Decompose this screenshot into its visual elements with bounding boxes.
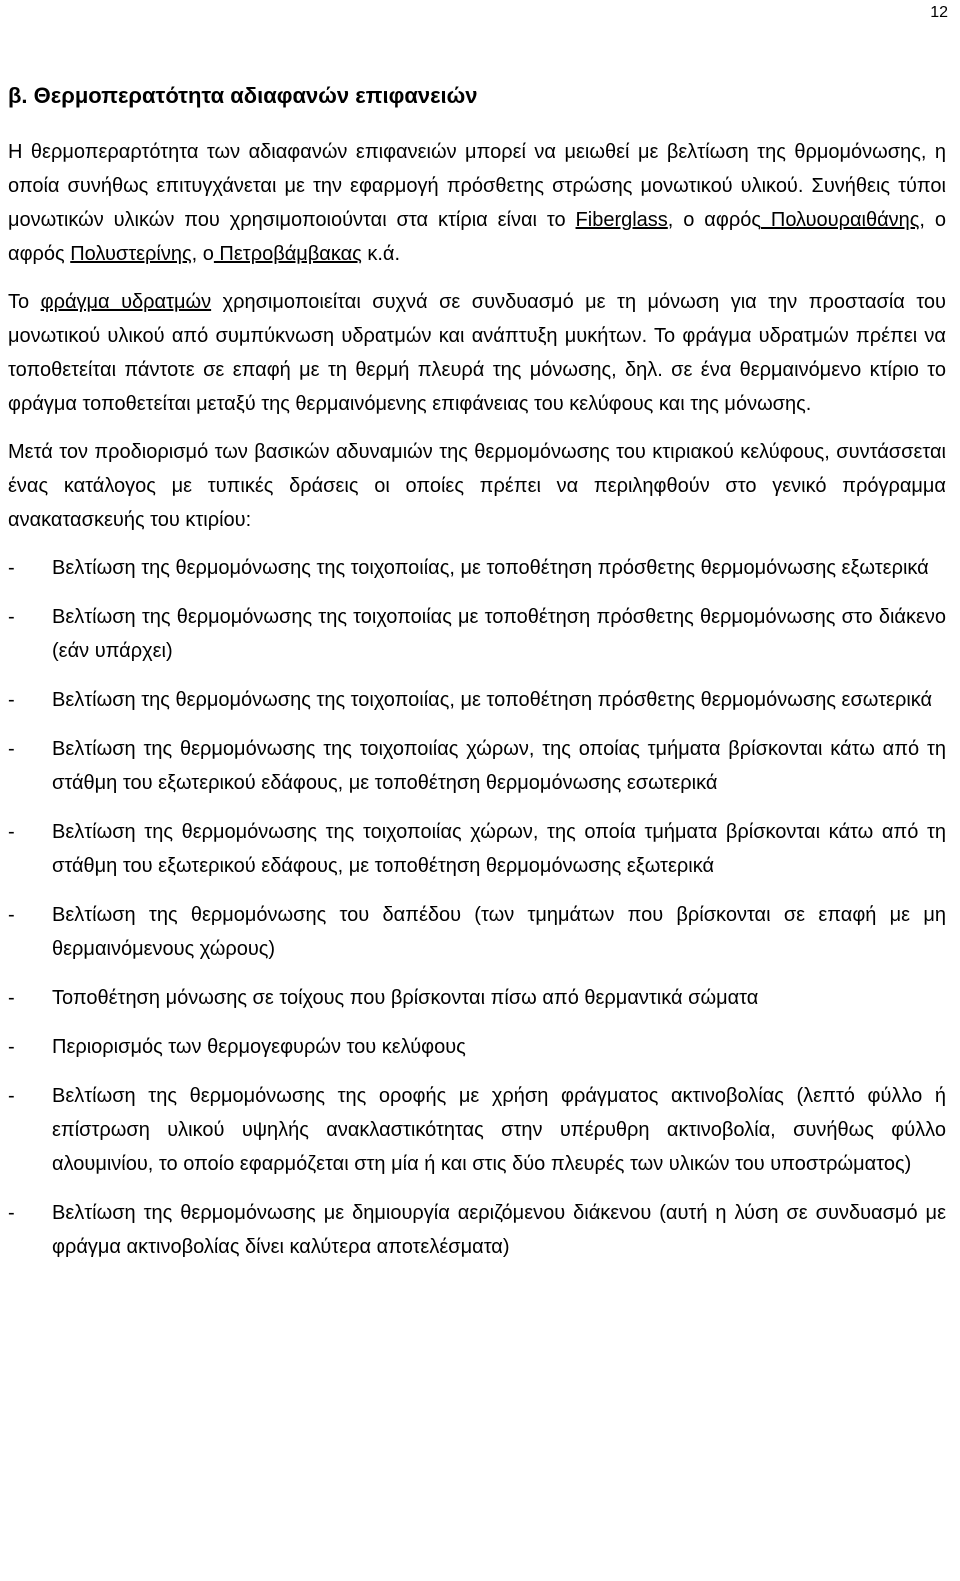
link-rockwool[interactable]: Πετροβάμβακας xyxy=(213,243,362,265)
paragraph-text: κ.ά. xyxy=(361,243,401,265)
page-number: 12 xyxy=(930,4,948,21)
list-item xyxy=(8,1196,946,1264)
measures-list xyxy=(8,551,946,1264)
list-item-text: Βελτίωση της θερμομόνωσης της τοιχοποιίας χώρων, της οποία τμήματα βρίσκονται κάτω από τη στάθμη του εξωτερικού εδάφους, με τοποθέτηση θερμομόνωσης εξωτερικά xyxy=(52,821,946,877)
document-body xyxy=(8,76,946,1279)
list-item xyxy=(8,898,946,966)
list-item xyxy=(8,551,946,585)
list-item xyxy=(8,683,946,717)
paragraph-text: Το xyxy=(8,291,41,313)
list-item xyxy=(8,732,946,800)
link-polystyrene-foam[interactable]: Πολυστερίνης xyxy=(70,243,192,265)
paragraph-vapor-barrier xyxy=(8,285,946,421)
list-item xyxy=(8,981,946,1015)
list-item-text: Βελτίωση της θερμομόνωσης της τοιχοποιίας, με τοποθέτηση πρόσθετης θερμομόνωσης εσωτερικά xyxy=(52,689,933,711)
list-marker: - xyxy=(8,904,15,926)
paragraph-text: , ο αφρός xyxy=(667,209,761,231)
list-marker: - xyxy=(8,557,15,579)
list-item-text: Βελτίωση της θερμομόνωσης της τοιχοποιίας, με τοποθέτηση πρόσθετης θερμομόνωσης εξωτερικά xyxy=(52,557,929,579)
list-item xyxy=(8,1030,946,1064)
list-item-text: Βελτίωση της θερμομόνωσης της οροφής με χρήση φράγματος ακτινοβολίας (λεπτό φύλλο ή επίστρωση υλικού υψηλής ανακλαστικότητας στην υπέρυθρη ακτινοβολία, συνήθως φύλλο αλουμινίου, το οποίο εφαρμόζεται στη μία ή και στις δύο πλευρές των υλικών του υποστρώματος) xyxy=(52,1085,946,1175)
list-item-text: Βελτίωση της θερμομόνωσης της τοιχοποιίας με τοποθέτηση πρόσθετης θερμομόνωσης στο διάκενο (εάν υπάρχει) xyxy=(52,606,946,662)
link-polyurethane-foam[interactable]: Πολυουραιθάνης xyxy=(760,209,920,231)
list-marker: - xyxy=(8,689,15,711)
list-item-text: Περιορισμός των θερμογεφυρών του κελύφους xyxy=(52,1036,466,1058)
paragraph-text: Η θερμοπεραρτότητα των αδιαφανών επιφανειών μπορεί να μειωθεί με βελτίωση της θρμομόνωσης, η οποία συνήθως επιτυγχάνεται με την εφαρμογή πρόσθετης στρώσης μονωτικού υλικού. Συνήθεις τύποι μονωτικών υλικών που χρησιμοποιούνται στα κτίρια είναι το xyxy=(8,141,946,231)
paragraph-text: , ο xyxy=(191,243,214,265)
list-marker: - xyxy=(8,821,15,843)
list-item-text: Βελτίωση της θερμομόνωσης του δαπέδου (των τμημάτων που βρίσκονται σε επαφή με μη θερμαινόμενους χώρους) xyxy=(52,904,946,960)
paragraph-text: , ο αφρός xyxy=(8,209,947,265)
list-marker: - xyxy=(8,1202,15,1224)
list-item xyxy=(8,815,946,883)
list-item xyxy=(8,600,946,668)
list-marker: - xyxy=(8,1085,15,1107)
paragraph-action-list-intro: Μετά τον προδιορισμό των βασικών αδυναμιών της θερμομόνωσης του κτιριακού κελύφους, συντάσσεται ένας κατάλογος με τυπικές δράσεις οι οποίες πρέπει να περιληφθούν στο γενικό πρόγραμμα ανακατασκευής του κτιρίου: xyxy=(8,441,946,531)
paragraph-text: χρησιμοποιείται συχνά σε συνδυασμό με τη μόνωση για την προστασία του μονωτικού υλικού από συμπύκνωση υδρατμών και ανάπτυξη μυκήτων. Το φράγμα υδρατμών πρέπει να τοποθετείται πάντοτε σε επαφή με τη θερμή πλευρά της μόνωσης, δηλ. σε ένα θερμαινόμενο κτίριο το φράγμα τοποθετείται μεταξύ της θερμαινόμενης επιφάνειας του κελύφους και της μόνωσης. xyxy=(8,291,946,415)
list-item-text: Βελτίωση της θερμομόνωσης με δημιουργία αεριζόμενου διάκενου (αυτή η λύση σε συνδυασμό με φράγμα ακτινοβολίας δίνει καλύτερα αποτελέσματα) xyxy=(52,1202,946,1258)
paragraph-insulation-materials xyxy=(8,135,946,271)
list-item-text: Βελτίωση της θερμομόνωσης της τοιχοποιίας χώρων, της οποίας τμήματα βρίσκονται κάτω από τη στάθμη του εξωτερικού εδάφους, με τοποθέτηση θερμομόνωσης εσωτερικά xyxy=(52,738,946,794)
section-title: β. Θερμοπερατότητα αδιαφανών επιφανειών xyxy=(8,83,478,108)
list-marker: - xyxy=(8,987,15,1009)
link-vapor-barrier[interactable]: φράγμα υδρατμών xyxy=(40,291,212,313)
link-fiberglass[interactable]: Fiberglass xyxy=(575,209,668,231)
list-marker: - xyxy=(8,738,15,760)
list-item-text: Τοποθέτηση μόνωσης σε τοίχους που βρίσκονται πίσω από θερμαντικά σώματα xyxy=(52,987,759,1009)
list-item xyxy=(8,1079,946,1181)
list-marker: - xyxy=(8,606,15,628)
list-marker: - xyxy=(8,1036,15,1058)
